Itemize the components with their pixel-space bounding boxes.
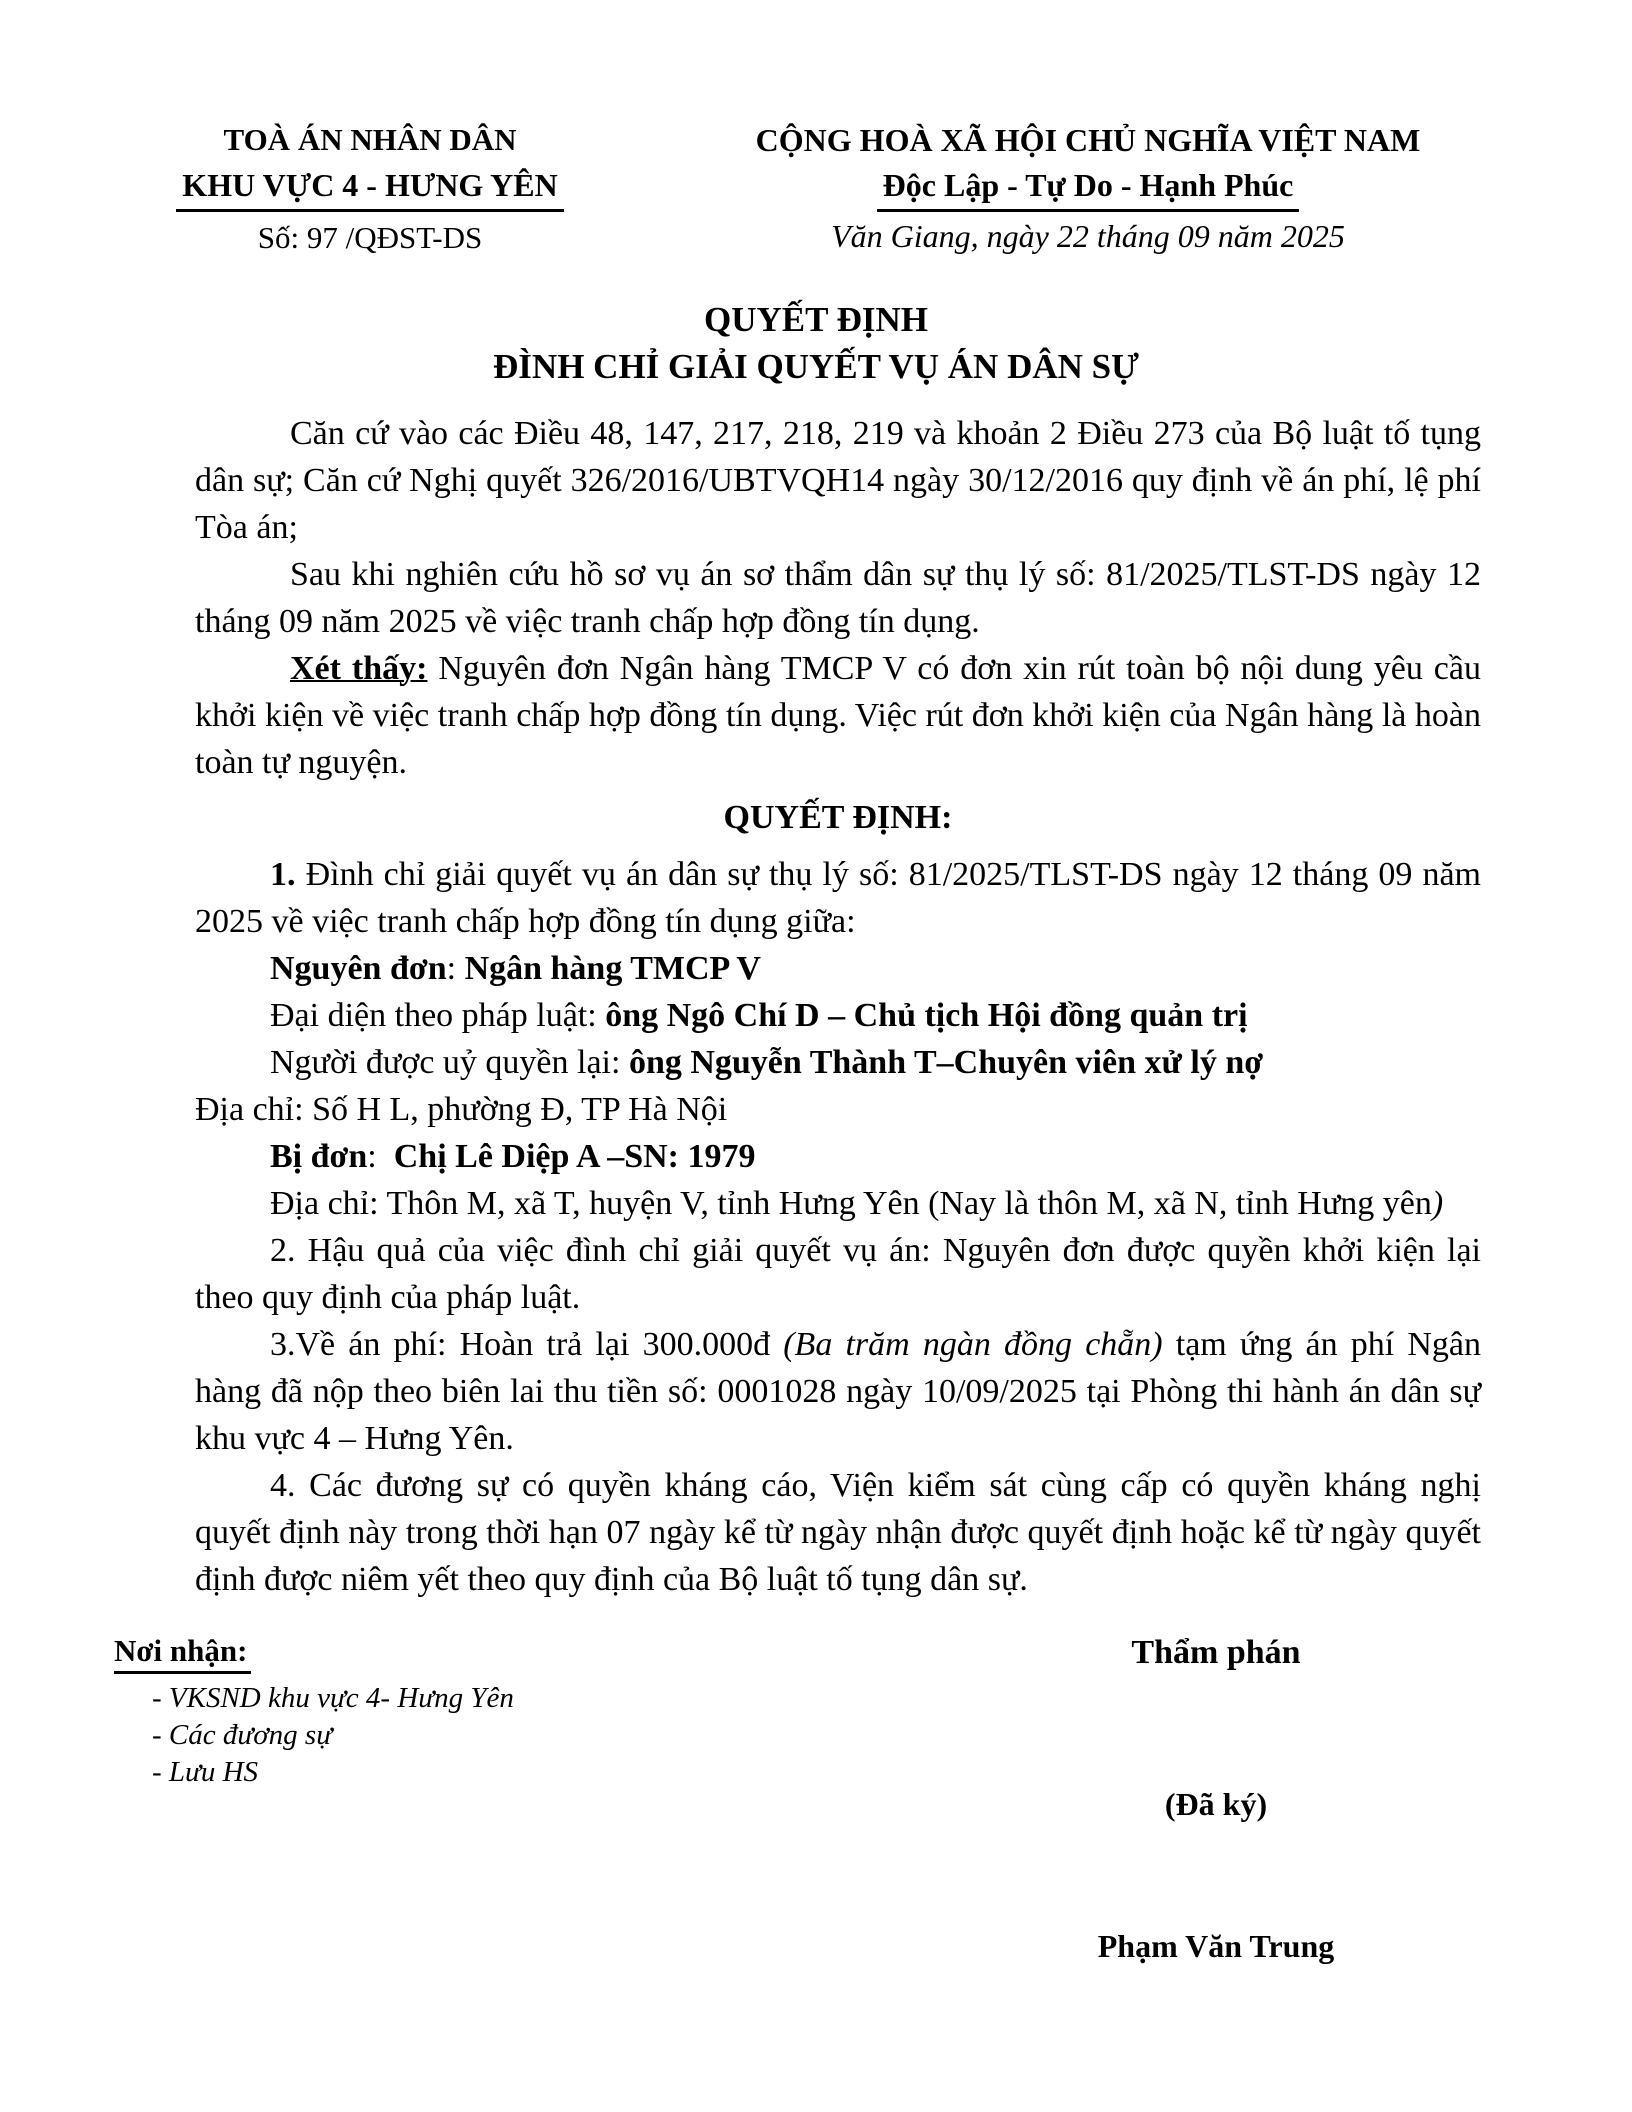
decision-item-1 [195, 851, 1481, 945]
paragraph-legal-basis: Căn cứ vào các Điều 48, 147, 217, 218, 219 và khoản 2 Điều 273 của Bộ luật tố tụng dân sự; Căn cứ Nghị quyết 326/2016/UBTVQH14 ngày 30/12/2016 quy định về án phí, lệ phí Tòa án; [195, 415, 1481, 546]
item-1-number: 1. [270, 856, 296, 893]
court-region-text: KHU VỰC 4 - HƯNG YÊN [176, 162, 563, 212]
issuing-court-block [120, 118, 620, 260]
document-footer [0, 1631, 1632, 1967]
defendant-label: Bị đơn [270, 1138, 368, 1175]
plaintiff-colon: : [446, 950, 465, 987]
plaintiff-line [195, 945, 1481, 992]
recipients-list [152, 1680, 674, 1791]
paragraph-findings [195, 645, 1481, 786]
legal-representative-label: Đại diện theo pháp luật: [270, 997, 606, 1034]
signature-block [981, 1631, 1451, 1967]
plaintiff-address-line: Địa chỉ: Số H L, phường Đ, TP Hà Nội [195, 1091, 728, 1128]
place-and-date: Văn Giang, ngày 22 tháng 09 năm 2025 [831, 218, 1345, 254]
legal-representative-line [195, 992, 1481, 1039]
defendant-address-line [195, 1180, 1481, 1227]
authorized-person-name: ông Nguyễn Thành T–Chuyên viên xử lý nợ [628, 1044, 1264, 1081]
title-line-2: ĐÌNH CHỈ GIẢI QUYẾT VỤ ÁN DÂN SỰ [493, 347, 1139, 386]
authorized-person-label: Người được uỷ quyền lại: [270, 1044, 629, 1081]
national-motto-block [648, 118, 1528, 260]
findings-label: Xét thấy: [290, 650, 428, 687]
item-3-amount-words: (Ba trăm ngàn đồng chẵn) [783, 1326, 1163, 1363]
item-3-pre: 3.Về án phí: Hoàn trả lại 300.000đ [270, 1326, 784, 1363]
decision-number: Số: 97 /QĐST-DS [257, 220, 483, 255]
item-1-text: Đình chỉ giải quyết vụ án dân sự thụ lý số: 81/2025/TLST-DS ngày 12 tháng 09 năm 2025 về việc tranh chấp hợp đồng tín dụng giữa: [195, 856, 1481, 940]
court-name: TOÀ ÁN NHÂN DÂN [223, 122, 517, 157]
recipients-block [114, 1631, 674, 1791]
item-3-post: tạm ứng án phí Ngân hàng đã nộp theo biên lai thu tiền số: 0001028 ngày 10/09/2025 tại Phòng thi hành án dân sự khu vực 4 – Hưng Yên. [195, 1326, 1481, 1457]
findings-text: Nguyên đơn Ngân hàng TMCP V có đơn xin rút toàn bộ nội dung yêu cầu khởi kiện về việc tranh chấp hợp đồng tín dụng. Việc rút đơn khởi kiện của Ngân hàng là hoàn toàn tự nguyện. [195, 650, 1481, 781]
decision-heading: QUYẾT ĐỊNH: [723, 799, 953, 836]
plaintiff-label: Nguyên đơn [270, 950, 447, 987]
defendant-colon: : [367, 1138, 394, 1175]
document-header [0, 0, 1632, 260]
judge-title: Thẩm phán [1131, 1634, 1301, 1671]
signed-annotation: (Đã ký) [1164, 1786, 1268, 1822]
legal-representative-name: ông Ngô Chí D – Chủ tịch Hội đồng quản trị [605, 997, 1248, 1034]
country-title: CỘNG HOÀ XÃ HỘI CHỦ NGHĨA VIỆT NAM [755, 122, 1421, 158]
decision-item-2: 2. Hậu quả của việc đình chỉ giải quyết vụ án: Nguyên đơn được quyền khởi kiện lại theo quy định của pháp luật. [195, 1232, 1481, 1316]
recipients-label: Nơi nhận: [114, 1631, 251, 1674]
defendant-line [195, 1133, 1481, 1180]
paragraph-case-review: Sau khi nghiên cứu hồ sơ vụ án sơ thẩm dân sự thụ lý số: 81/2025/TLST-DS ngày 12 tháng 09 năm 2025 về việc tranh chấp hợp đồng tín dụng. [195, 556, 1481, 640]
decision-item-4: 4. Các đương sự có quyền kháng cáo, Viện kiểm sát cùng cấp có quyền kháng nghị quyết định này trong thời hạn 07 ngày kể từ ngày nhận được quyết định hoặc kể từ ngày quyết định được niêm yết theo quy định của Bộ luật tố tụng dân sự. [195, 1467, 1481, 1598]
defendant-address-paren: ) [1431, 1185, 1444, 1222]
document-title [0, 296, 1632, 390]
authorized-person-line [195, 1039, 1481, 1086]
national-motto-text: Độc Lập - Tự Do - Hạnh Phúc [877, 162, 1300, 212]
recipient-item: - VKSND khu vực 4- Hưng Yên [152, 1682, 514, 1714]
document-body [195, 410, 1481, 1603]
title-line-1: QUYẾT ĐỊNH [704, 300, 928, 339]
defendant-name: Chị Lê Diệp A –SN: 1979 [393, 1138, 756, 1175]
national-motto [648, 162, 1528, 212]
recipient-item: - Các đương sự [152, 1719, 333, 1751]
court-region [120, 162, 620, 212]
recipient-item: - Lưu HS [152, 1756, 259, 1788]
decision-item-3 [195, 1321, 1481, 1462]
plaintiff-name: Ngân hàng TMCP V [464, 950, 761, 987]
judge-name: Phạm Văn Trung [1097, 1928, 1335, 1964]
defendant-address-text: Địa chỉ: Thôn M, xã T, huyện V, tỉnh Hưng Yên (Nay là thôn M, xã N, tỉnh Hưng yên [270, 1185, 1432, 1222]
